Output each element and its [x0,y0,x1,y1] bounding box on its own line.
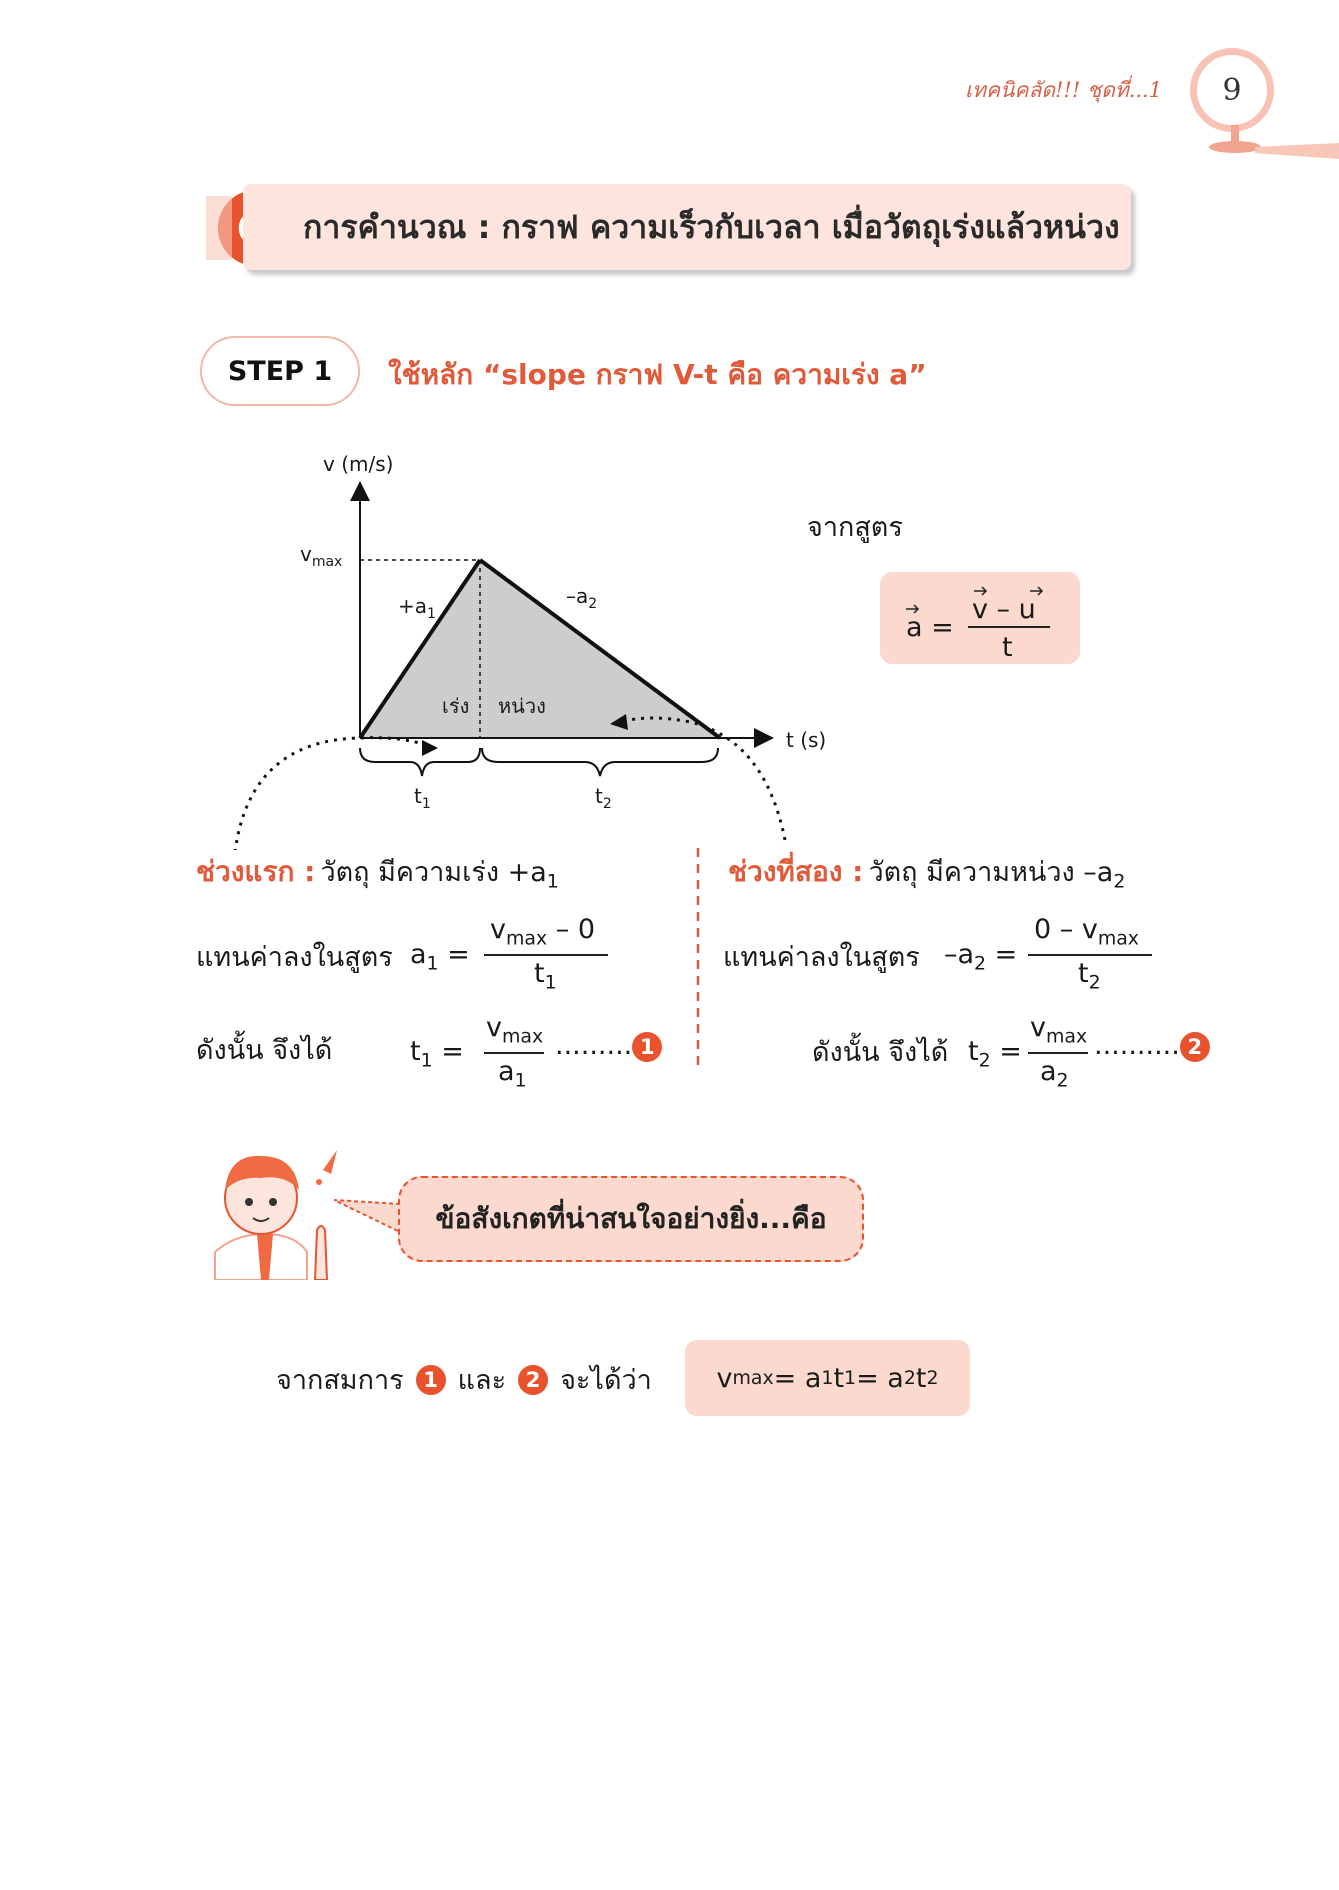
left-description: วัตถุ มีความเร่ง $+a_1$ [320,857,559,893]
right-substitute-text: แทนค่าลงในสูตร [723,942,920,973]
observation-bubble: ข้อสังเกตที่น่าสนใจอย่างยิ่ง...คือ [398,1176,864,1262]
left-numerator: $v_{max} - 0$ [490,914,595,950]
region-accelerate: เร่ง [442,694,470,718]
exclamation-icon [323,1150,337,1174]
bubble-tail [334,1198,404,1238]
vector-arrow-icon [906,604,920,614]
boy-character-illustration [195,1130,345,1280]
left-section [196,850,559,894]
conclusion-badge-2: 2 [518,1365,548,1395]
vector-arrows-icon [974,586,1044,596]
equation-2-badge: 2 [1180,1032,1210,1062]
conclusion-text: จากสมการ 1 และ 2 จะได้ว่า [276,1365,652,1396]
left-var: $a_1$ = [410,939,470,975]
formula-denominator: t [1002,632,1013,663]
vmax-label: $v_{max}$ [300,542,343,570]
step-description: ใช้หลัก “slope กราฟ V-t คือ ความเร่ง a” [388,358,927,391]
formula-label: จากสูตร [807,512,903,543]
y-axis-label: v (m/s) [323,452,394,476]
left-result-var: $t_1$ = [410,1036,464,1072]
right-section [728,850,1125,894]
t2-brace [482,748,718,776]
formula-lhs: a = [906,612,954,643]
left-denominator: $t_1$ [534,958,557,994]
formula-numerator: v – u [972,594,1036,625]
velocity-time-graph [190,440,830,850]
right-result-dots: .......... 2 [1094,1030,1210,1062]
section-title: การคำนวณ : กราฟ ความเร็วกับเวลา เมื่อวัตถุเร่งแล้วหน่วง [243,184,1131,270]
right-heading: ช่วงที่สอง : [728,855,864,888]
region-decelerate: หน่วง [498,694,546,718]
left-arrow-head [422,740,438,756]
conclusion-badge-1: 1 [416,1365,446,1395]
t2-label: $t_2$ [595,784,612,812]
slope2-label: $-a_2$ [566,584,598,612]
right-result-numerator: $v_{max}$ [1030,1012,1088,1048]
slope1-label: $+a_1$ [398,594,436,622]
left-dotted-arrow [235,738,430,850]
left-heading: ช่วงแรก : [196,855,316,888]
conclusion-equation-box: v max = a 1 t 1 = a 2 t 2 [685,1340,970,1416]
running-title: เทคนิคลัด!!! ชุดที่...1 [965,78,1163,102]
right-result-denominator: $a_2$ [1040,1056,1069,1092]
right-denominator: $t_2$ [1078,958,1101,994]
right-result-text: ดังนั้น จึงได้ [812,1037,949,1068]
page-number: 9 [1190,48,1274,132]
left-result-denominator: $a_1$ [498,1056,527,1092]
equation-1-badge: 1 [632,1032,662,1062]
right-numerator: $0 - v_{max}$ [1034,914,1139,950]
right-result-var: $t_2$ = [968,1036,1022,1072]
right-description: วัตถุ มีความหน่วง $-a_2$ [868,857,1126,893]
left-result-dots: ......... 1 [555,1030,662,1062]
t1-brace [360,748,480,776]
t1-label: $t_1$ [414,784,431,812]
left-result-numerator: $v_{max}$ [486,1012,544,1048]
globe-stand-decoration [1195,125,1339,165]
x-axis-label: t (s) [786,728,827,752]
section-divider [695,848,701,1068]
left-substitute-text: แทนค่าลงในสูตร [196,942,393,973]
step-label: STEP 1 [200,336,360,406]
left-result-text: ดังนั้น จึงได้ [196,1035,333,1066]
right-var: $-a_2$ = [944,939,1018,975]
